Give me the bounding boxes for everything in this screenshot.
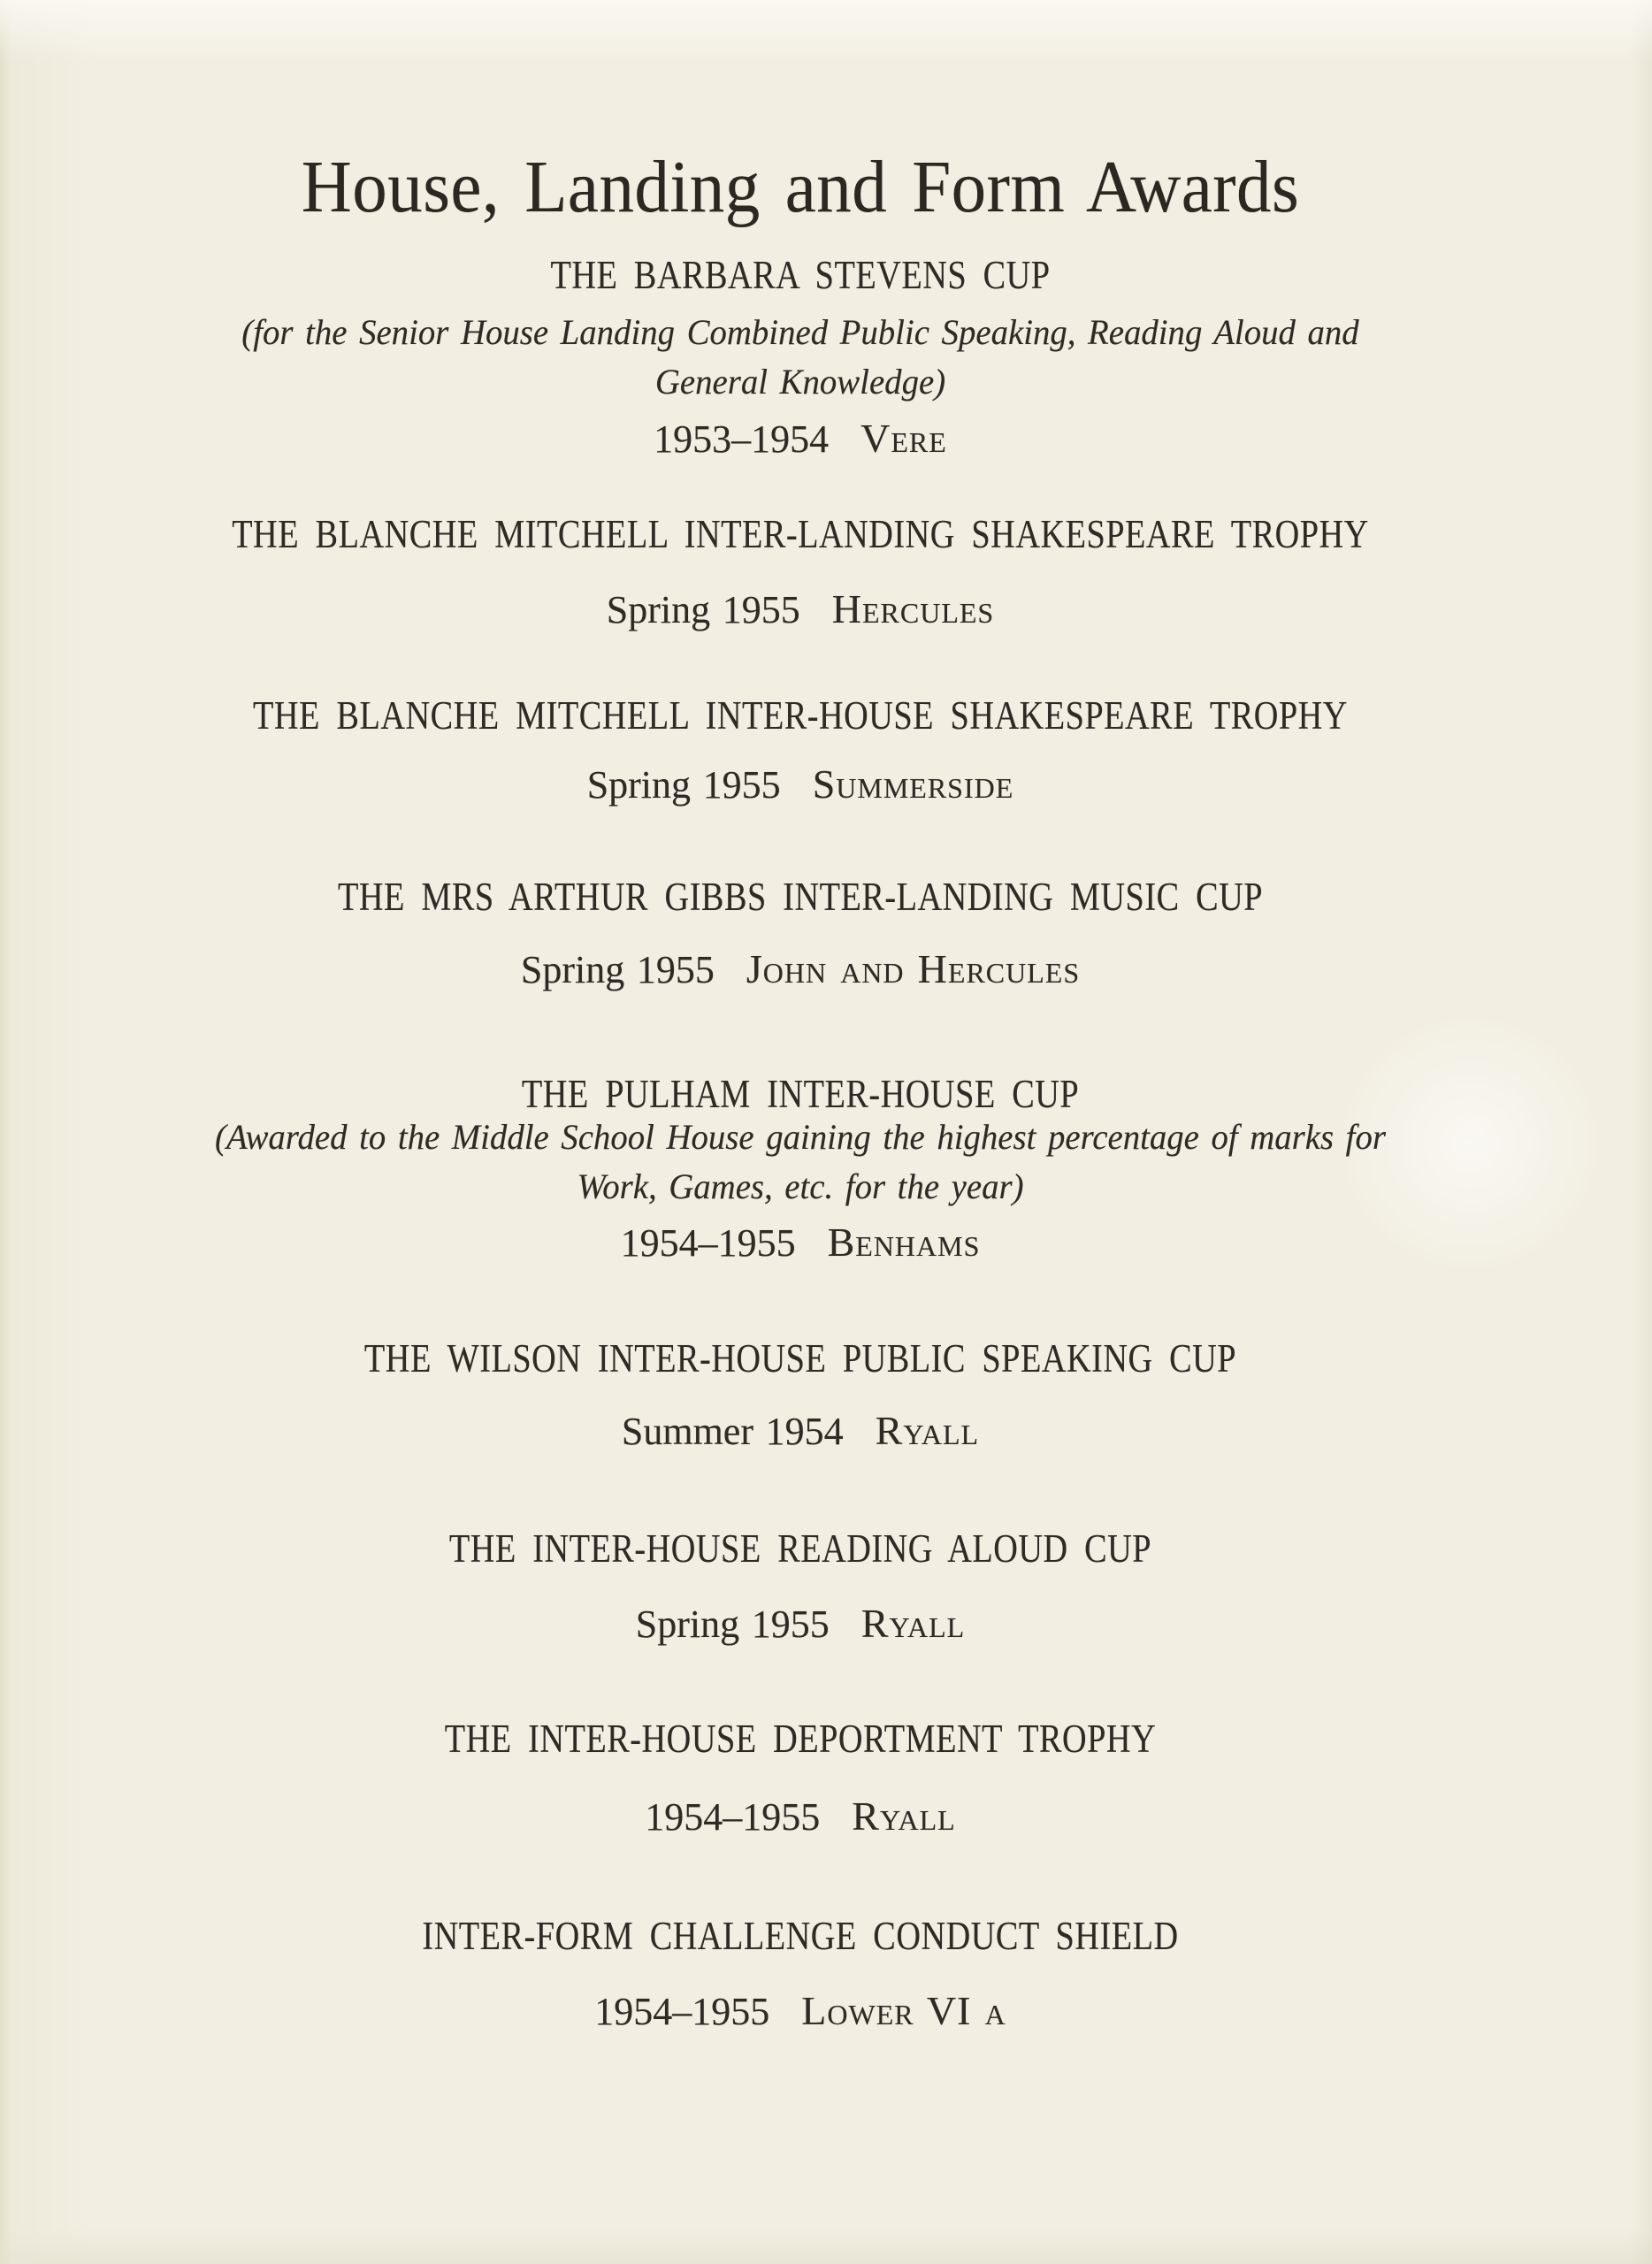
award-winner: Vere bbox=[860, 416, 947, 461]
award-subtitle-line: Work, Games, etc. for the year) bbox=[577, 1166, 1024, 1206]
award-heading-barbara-stevens: THE BARBARA STEVENS CUP bbox=[550, 253, 1051, 297]
award-subtitle-line: (for the Senior House Landing Combined Public Speaking, Reading Aloud and bbox=[241, 312, 1359, 352]
award-winner-line bbox=[0, 1408, 1601, 1453]
award-winner-line bbox=[0, 1796, 1601, 1837]
award-period: 1954–1955 bbox=[645, 1795, 821, 1839]
award-winner: Ryall bbox=[875, 1408, 980, 1453]
award-winner: Lower VI a bbox=[801, 1988, 1006, 2033]
award-heading-reading-aloud: THE INTER-HOUSE READING ALOUD CUP bbox=[448, 1526, 1152, 1571]
award-winner: John and Hercules bbox=[746, 946, 1081, 991]
award-period: Spring 1955 bbox=[635, 1602, 830, 1646]
page-title: House, Landing and Form Awards bbox=[301, 146, 1300, 228]
award-winner: Ryall bbox=[852, 1794, 956, 1839]
award-period: Spring 1955 bbox=[606, 588, 800, 631]
award-winner-line bbox=[0, 418, 1601, 459]
award-heading-blanche-mitchell-inter-house: THE BLANCHE MITCHELL INTER-HOUSE SHAKESPEARE TROPHY bbox=[253, 693, 1348, 738]
award-period: 1954–1955 bbox=[620, 1221, 796, 1265]
award-heading-conduct-shield: INTER-FORM CHALLENGE CONDUCT SHIELD bbox=[422, 1914, 1179, 1958]
award-subtitle-line: (Awarded to the Middle School House gaining the highest percentage of marks for bbox=[215, 1117, 1386, 1157]
award-subtitle-pulham bbox=[24, 1113, 1577, 1212]
award-period: Summer 1954 bbox=[621, 1410, 844, 1453]
award-winner-line bbox=[0, 1988, 1601, 2033]
award-winner-line bbox=[0, 1603, 1601, 1644]
award-period: Spring 1955 bbox=[520, 948, 715, 991]
award-heading-deportment: THE INTER-HOUSE DEPORTMENT TROPHY bbox=[444, 1717, 1157, 1761]
award-winner: Ryall bbox=[860, 1601, 966, 1646]
award-heading-wilson: THE WILSON INTER-HOUSE PUBLIC SPEAKING CUP bbox=[363, 1336, 1237, 1381]
award-winner: Hercules bbox=[831, 586, 995, 631]
award-heading-pulham: THE PULHAM INTER-HOUSE CUP bbox=[521, 1072, 1080, 1116]
award-heading-blanche-mitchell-inter-landing: THE BLANCHE MITCHELL INTER-LANDING SHAKESPEARE TROPHY bbox=[232, 512, 1369, 556]
award-winner-line bbox=[0, 1222, 1601, 1263]
award-heading-mrs-arthur-gibbs: THE MRS ARTHUR GIBBS INTER-LANDING MUSIC CUP bbox=[337, 875, 1264, 919]
award-winner: Benhams bbox=[827, 1220, 981, 1265]
award-period: Spring 1955 bbox=[586, 763, 781, 807]
award-subtitle-line: General Knowledge) bbox=[654, 362, 946, 402]
award-period: 1954–1955 bbox=[594, 1990, 770, 2033]
award-subtitle-barbara-stevens bbox=[24, 308, 1577, 407]
award-winner-line bbox=[0, 586, 1601, 631]
award-winner-line bbox=[0, 761, 1601, 807]
award-winner-line bbox=[0, 946, 1601, 991]
award-period: 1953–1954 bbox=[654, 417, 830, 461]
award-winner: Summerside bbox=[812, 761, 1014, 807]
